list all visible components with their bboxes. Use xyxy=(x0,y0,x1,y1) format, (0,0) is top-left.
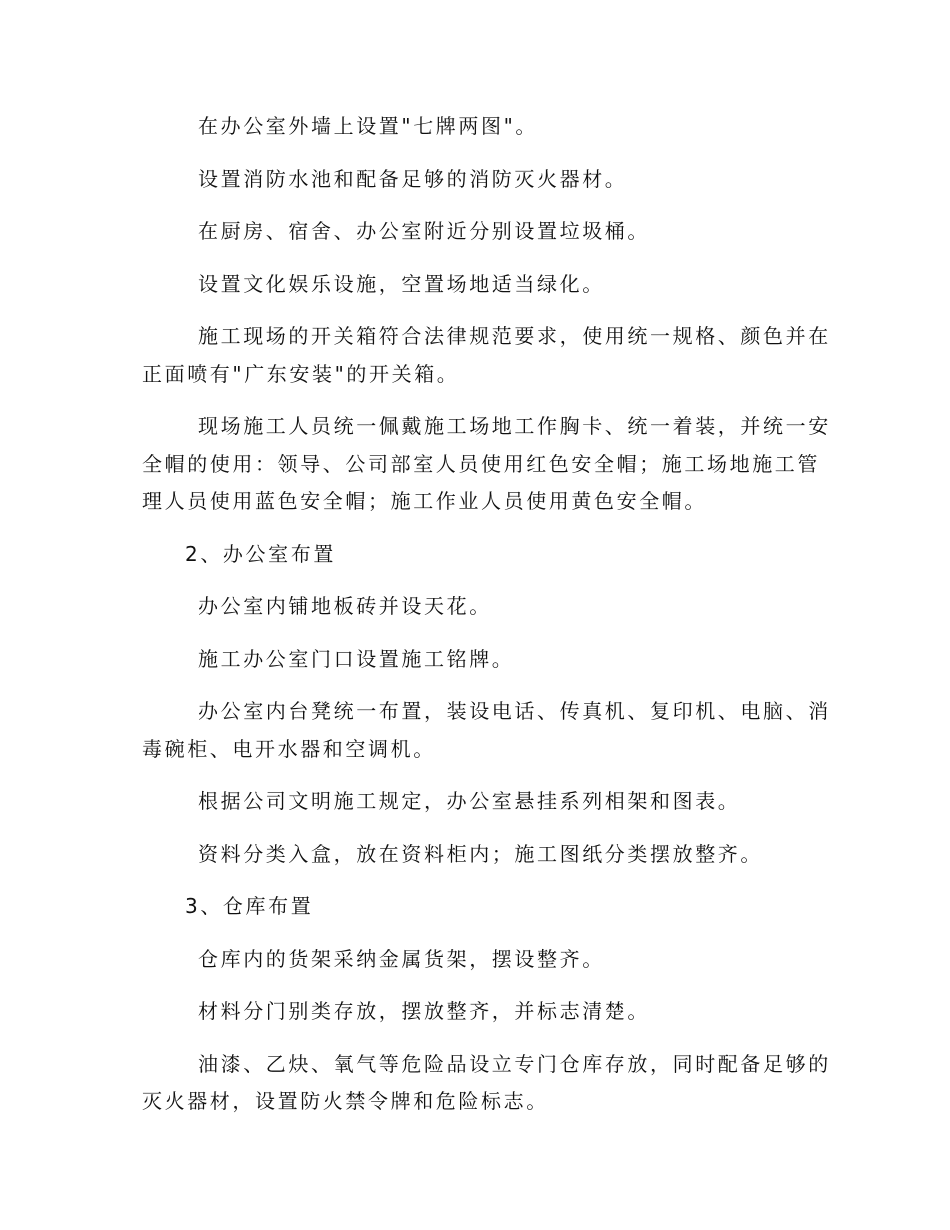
paragraph-line: 办公室内铺地板砖并设天花。 xyxy=(198,594,492,618)
paragraph-line: 灭火器材，设置防火禁令牌和危险标志。 xyxy=(142,1089,549,1113)
paragraph-line: 正面喷有"广东安装"的开关箱。 xyxy=(142,362,460,386)
paragraph-line: 在厨房、宿舍、办公室附近分别设置垃圾桶。 xyxy=(198,219,650,243)
paragraph-line: 施工现场的开关箱符合法律规范要求，使用统一规格、颜色并在 xyxy=(198,324,831,348)
paragraph-line: 设置文化娱乐设施，空置场地适当绿化。 xyxy=(198,272,605,296)
paragraph-line: 办公室内台凳统一布置，装设电话、传真机、复印机、电脑、消 xyxy=(198,699,831,723)
paragraph-line: 设置消防水池和配备足够的消防灭火器材。 xyxy=(198,167,628,191)
paragraph-line: 毒碗柜、电开水器和空调机。 xyxy=(142,737,436,761)
section-heading: 3、仓库布置 xyxy=(185,894,314,918)
paragraph-line: 理人员使用蓝色安全帽；施工作业人员使用黄色安全帽。 xyxy=(142,489,707,513)
paragraph-line: 施工办公室门口设置施工铭牌。 xyxy=(198,647,515,671)
paragraph-line: 仓库内的货架采纳金属货架，摆设整齐。 xyxy=(198,947,605,971)
paragraph-line: 在办公室外墙上设置"七牌两图"。 xyxy=(198,114,538,138)
paragraph-line: 全帽的使用：领导、公司部室人员使用红色安全帽；施工场地施工管 xyxy=(142,452,820,476)
paragraph-line: 资料分类入盒，放在资料柜内；施工图纸分类摆放整齐。 xyxy=(198,842,763,866)
section-heading: 2、办公室布置 xyxy=(185,542,336,566)
paragraph-line: 根据公司文明施工规定，办公室悬挂系列相架和图表。 xyxy=(198,789,741,813)
paragraph-line: 油漆、乙炔、氧气等危险品设立专门仓库存放，同时配备足够的 xyxy=(198,1052,831,1076)
paragraph-line: 现场施工人员统一佩戴施工场地工作胸卡、统一着装，并统一安 xyxy=(198,414,831,438)
paragraph-line: 材料分门别类存放，摆放整齐，并标志清楚。 xyxy=(198,999,650,1023)
